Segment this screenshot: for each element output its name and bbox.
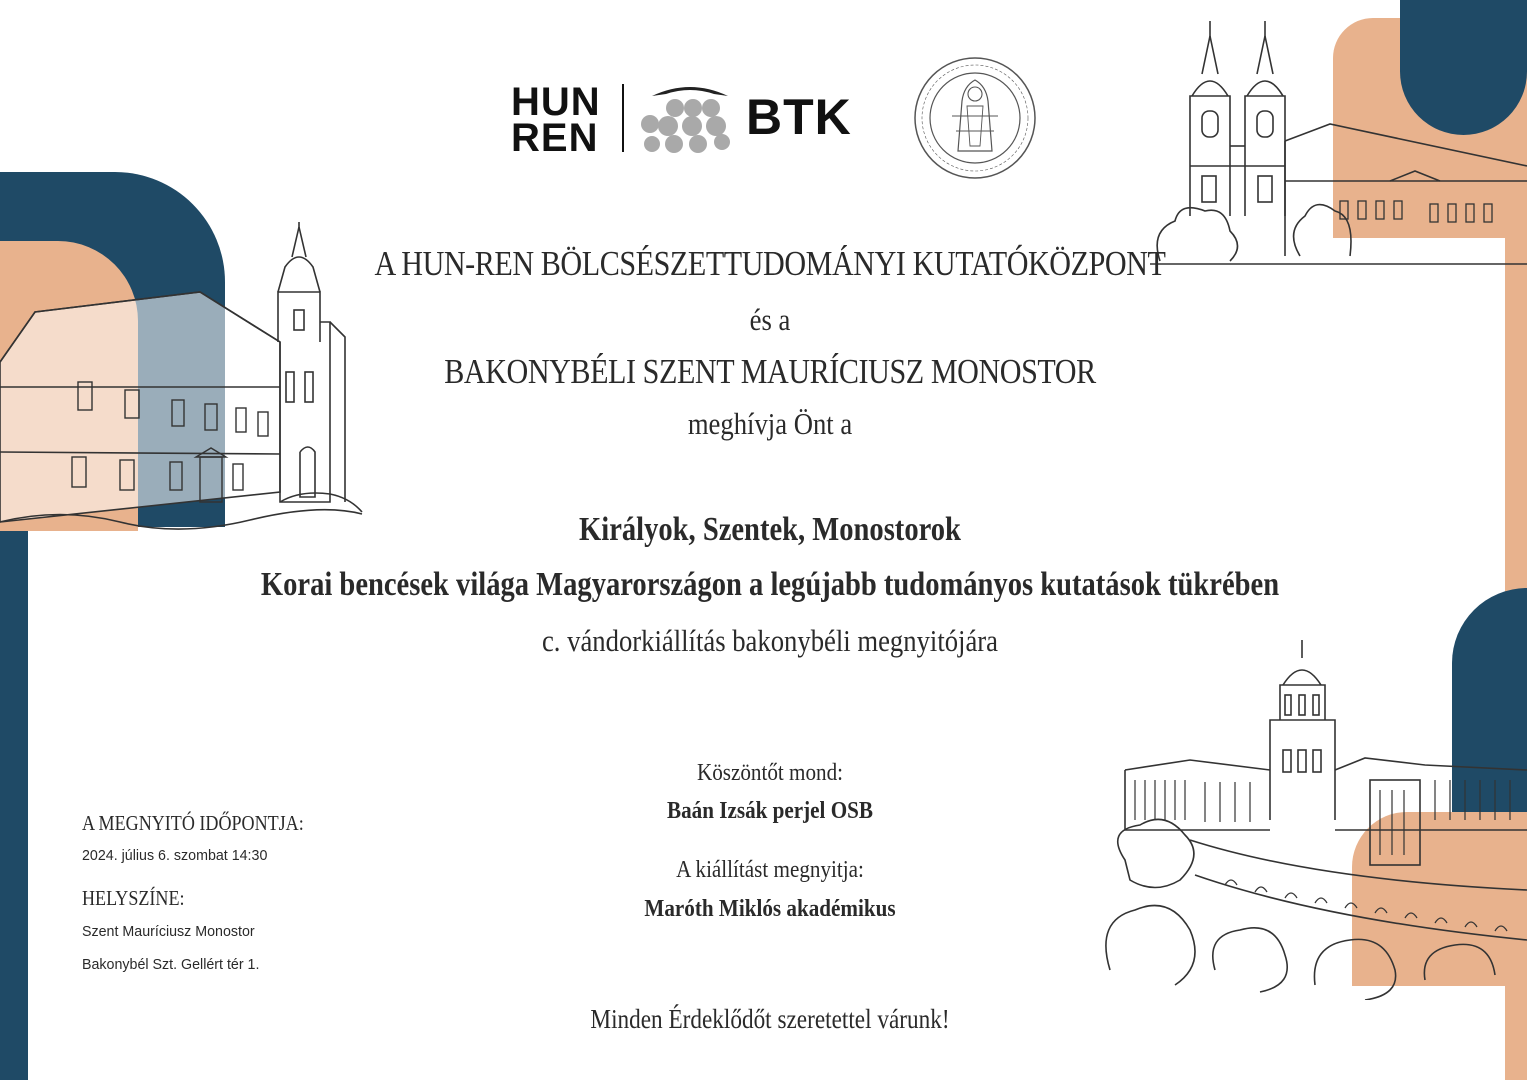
connector-text: és a (749, 302, 791, 337)
hunren-logo (511, 80, 601, 160)
exhibition-type: c. vándorkiállítás bakonybéli megnyitójára (541, 623, 999, 658)
logo-divider (622, 84, 624, 152)
organizer-1: A HUN-REN BÖLCSÉSZETTUDOMÁNYI KUTATÓKÖZPONT (374, 244, 1166, 283)
organizer-2: BAKONYBÉLI SZENT MAURÍCIUSZ MONOSTOR (444, 352, 1096, 391)
logo-btk-text: BTK (746, 89, 852, 145)
opening-name: Maróth Miklós akadémikus (644, 896, 896, 922)
logo-ren-text: REN (511, 116, 599, 160)
date-label: A MEGNYITÓ IDŐPONTJA: (82, 811, 304, 835)
venue-line-2: Bakonybél Szt. Gellért tér 1. (82, 956, 260, 973)
exhibition-title: Királyok, Szentek, Monostorok (579, 511, 961, 548)
venue-label: HELYSZÍNE: (82, 886, 185, 910)
btk-dots-icon (640, 82, 740, 154)
invite-text: meghívja Önt a (687, 406, 853, 441)
exhibition-subtitle: Korai bencések világa Magyarországon a legújabb tudományos kutatások tükrében (260, 566, 1280, 603)
church-drawing-top-right (1150, 16, 1527, 266)
greeting-label: Köszöntőt mond: (696, 760, 844, 786)
closing-text: Minden Érdeklődőt szeretettel várunk! (590, 1004, 950, 1034)
venue-line-1: Szent Mauríciusz Monostor (82, 923, 255, 940)
greeting-name: Baán Izsák perjel OSB (667, 798, 873, 824)
logo-hun-text: HUN (511, 80, 601, 124)
opening-label: A kiállítást megnyitja: (676, 857, 864, 883)
date-value: 2024. július 6. szombat 14:30 (82, 847, 268, 864)
seal-icon (912, 56, 1038, 180)
